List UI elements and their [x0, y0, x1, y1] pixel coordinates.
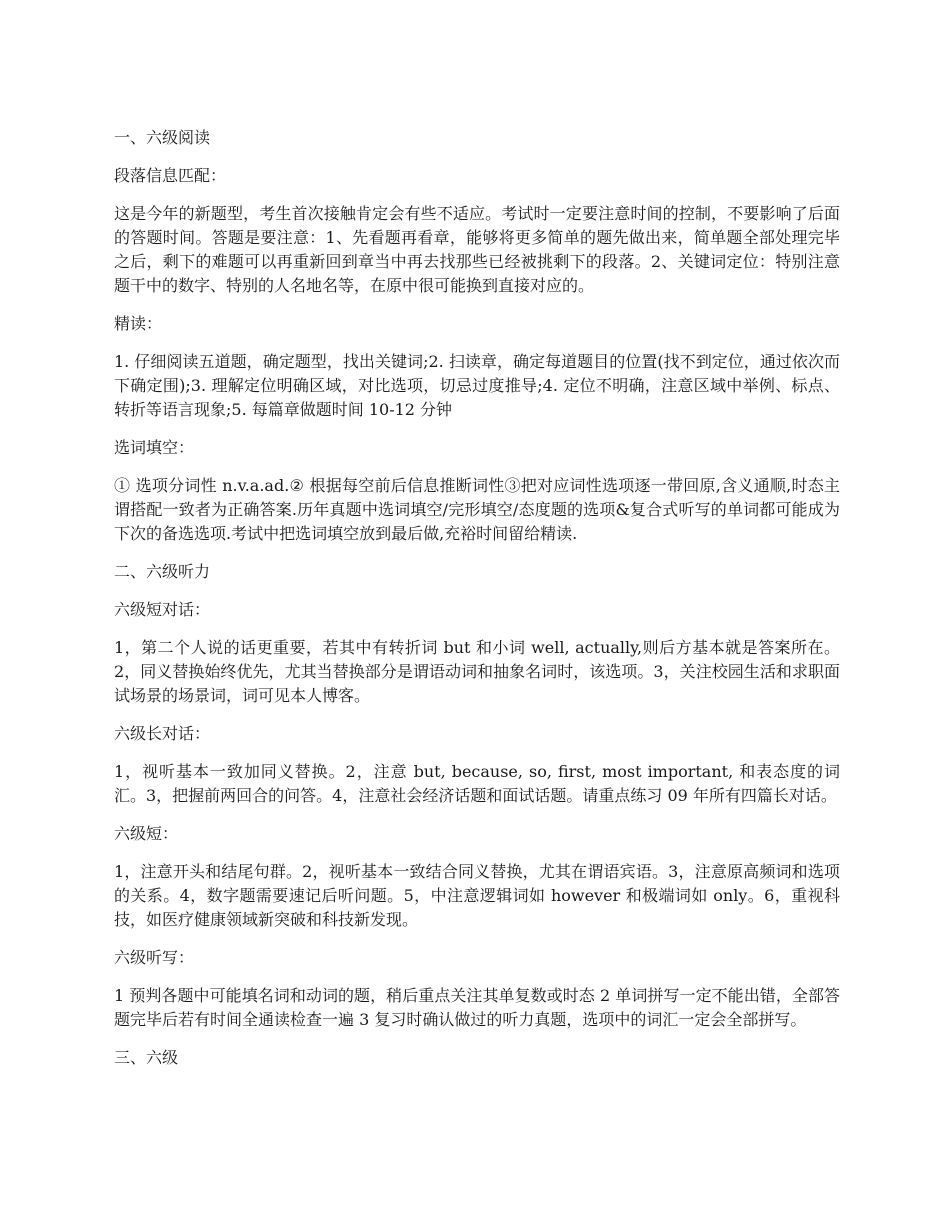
short-passage-body: 1，注意开头和结尾句群。2，视听基本一致结合同义替换，尤其在谓语宾语。3，注意原高频词和选项的关系。4，数字题需要速记后听问题。5，中注意逻辑词如 however 和极端词如 only。6，重视科技，如医疗健康领域新突破和科技新发现。 — [114, 862, 840, 929]
dictation-body: 1 预判各题中可能填名词和动词的题，稍后重点关注其单复数或时态 2 单词拼写一定不能出错，全部答题完毕后若有时间全通读检查一遍 3 复习时确认做过的听力真题，选项中的词汇一定会全部拼写。 — [114, 986, 840, 1029]
section-heading-listening: 二、六级听力 — [114, 562, 211, 581]
subheading-paragraph-matching: 段落信息匹配： — [114, 166, 227, 185]
short-dialogue-body: 1，第二个人说的话更重要，若其中有转折词 but 和小词 well, actually,则后方基本就是答案所在。2，同义替换始终优先，尤其当替换部分是谓语动词和抽象名词时，该选项。3，关注校园生活和求职面试场景的场景词，词可见本人博客。 — [114, 638, 840, 705]
subheading-dictation: 六级听写： — [114, 948, 195, 967]
subheading-long-dialogue: 六级长对话： — [114, 724, 211, 743]
subheading-short-passage: 六级短： — [114, 824, 179, 843]
section-heading-reading: 一、六级阅读 — [114, 128, 211, 147]
subheading-intensive-reading: 精读： — [114, 314, 163, 333]
subheading-short-dialogue: 六级短对话： — [114, 600, 211, 619]
long-dialogue-body: 1，视听基本一致加同义替换。2，注意 but, because, so, first, most important, 和表态度的词汇。3，把握前两回合的问答。4，注意社会经济话题和面试话题。请重点练习 09 年所有四篇长对话。 — [114, 762, 840, 805]
paragraph-matching-body: 这是今年的新题型，考生首次接触肯定会有些不适应。考试时一定要注意时间的控制，不要影响了后面的答题时间。答题是要注意：1、先看题再看章，能够将更多简单的题先做出来，简单题全部处理完毕之后，剩下的难题可以再重新回到章当中再去找那些已经被挑剩下的段落。2、关键词定位：特别注意题干中的数字、特别的人名地名等，在原中很可能换到直接对应的。 — [114, 204, 840, 295]
intensive-reading-body: 1. 仔细阅读五道题，确定题型，找出关键词;2. 扫读章，确定每道题目的位置(找不到定位，通过依次而下确定围);3. 理解定位明确区域，对比选项，切忌过度推导;4. 定位不明确，注意区域中举例、标点、转折等语言现象;5. 每篇章做题时间 10-12 分钟 — [114, 352, 840, 419]
word-fill-body: ① 选项分词性 n.v.a.ad.② 根据每空前后信息推断词性③把对应词性选项逐一带回原,含义通顺,时态主谓搭配一致者为正确答案.历年真题中选词填空/完形填空/态度题的选项&复合式听写的单词都可能成为下次的备选选项.考试中把选词填空放到最后做,充裕时间留给精读. — [114, 476, 840, 543]
section-heading-third: 三、六级 — [114, 1048, 179, 1067]
subheading-word-fill: 选词填空： — [114, 438, 195, 457]
